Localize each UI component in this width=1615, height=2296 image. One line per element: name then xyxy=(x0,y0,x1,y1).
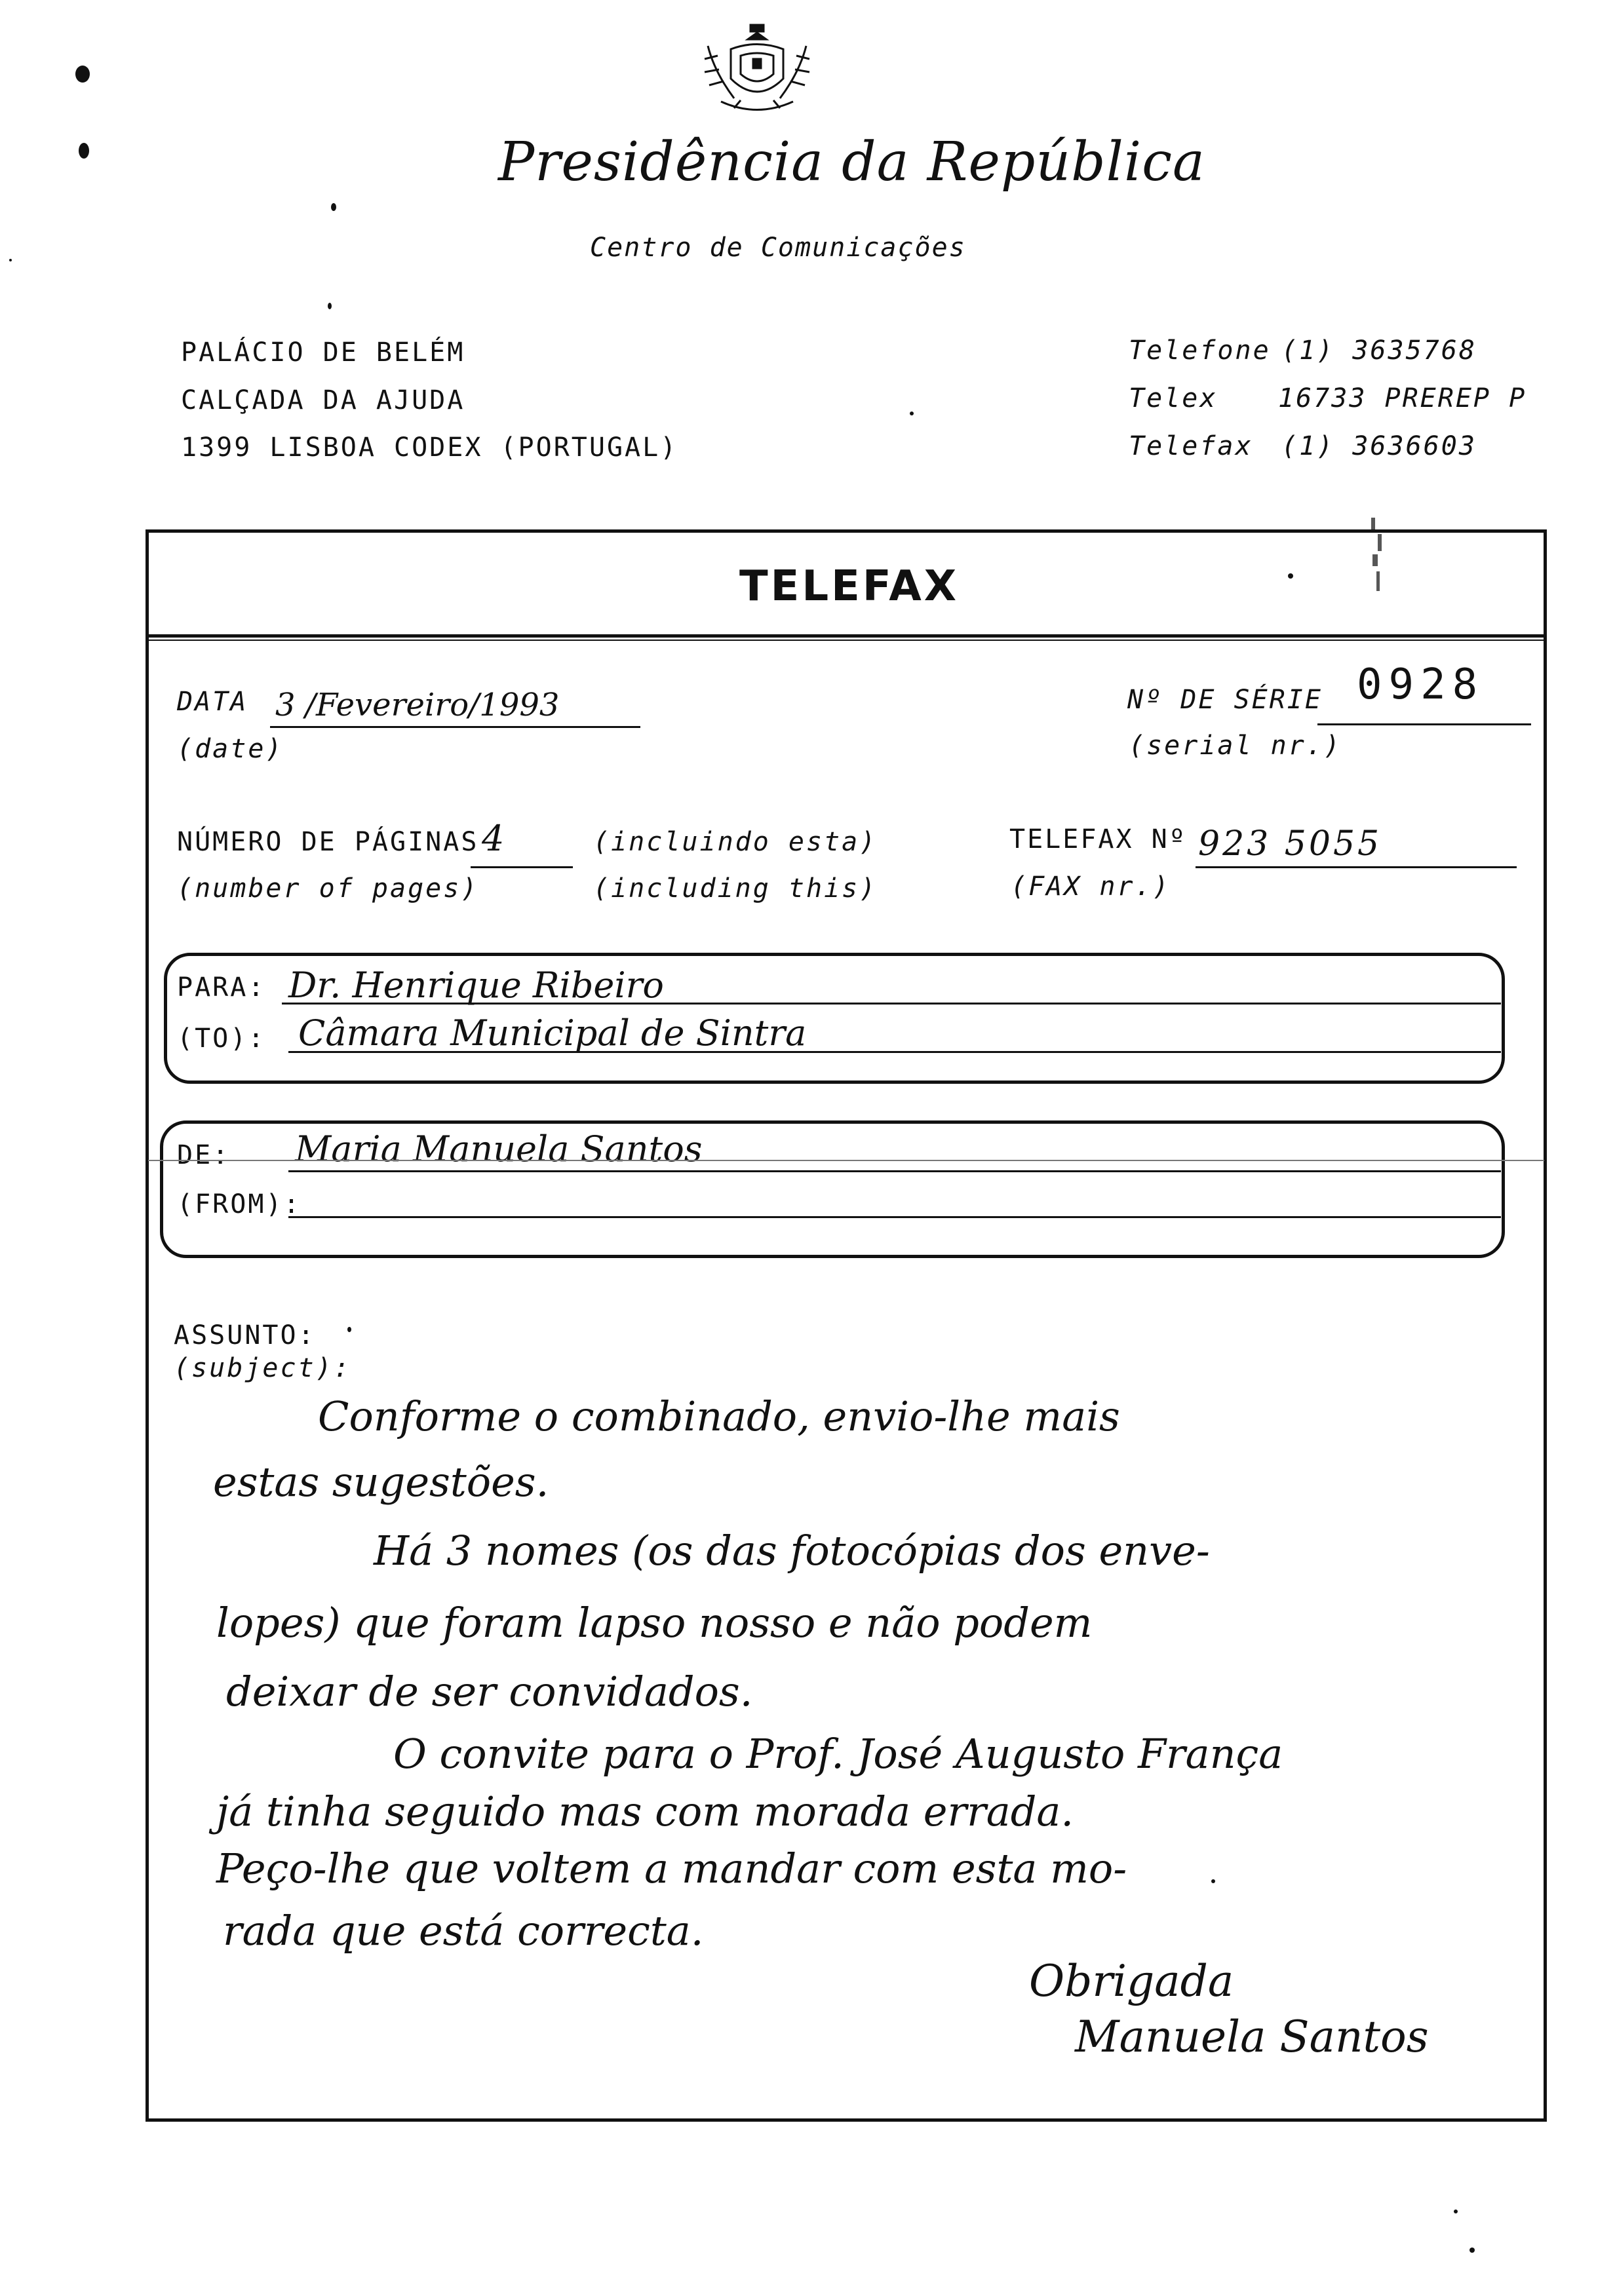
including-label-pt: (incluindo esta) xyxy=(593,827,878,857)
recipient-line-2 xyxy=(288,1051,1501,1053)
scan-speck xyxy=(347,1327,351,1332)
message-line-3: Há 3 nomes (os das fotocópias dos enve- xyxy=(374,1527,1210,1575)
signature: Manuela Santos xyxy=(1075,2012,1429,2062)
pages-sublabel: (number of pages) xyxy=(177,873,479,904)
telex-value: 16733 PREREP P xyxy=(1278,383,1527,413)
message-line-7: já tinha seguido mas com morada errada. xyxy=(216,1788,1074,1835)
date-label: DATA xyxy=(177,687,248,717)
fax-scan-line xyxy=(148,1160,1544,1161)
fax-number-value: 923 5055 xyxy=(1198,824,1382,864)
form-divider xyxy=(148,634,1544,641)
telefax-label: Telefax xyxy=(1129,431,1253,461)
subject-sublabel: (subject): xyxy=(174,1353,351,1383)
message-line-6: O convite para o Prof. José Augusto França xyxy=(393,1730,1283,1778)
fax-number-label: TELEFAX Nº xyxy=(1009,824,1187,854)
recipient-name: Dr. Henrique Ribeiro xyxy=(288,965,664,1006)
scan-speck xyxy=(1211,1879,1215,1883)
message-line-4: lopes) que foram lapso nosso e não podem xyxy=(216,1599,1093,1647)
date-sublabel: (date) xyxy=(177,734,284,764)
scan-speck xyxy=(1454,2210,1458,2213)
serial-sublabel: (serial nr.) xyxy=(1129,731,1342,761)
coat-of-arms-emblem xyxy=(695,20,819,118)
including-label-en: (including this) xyxy=(593,873,878,904)
scan-speck xyxy=(910,411,914,415)
pages-line xyxy=(471,866,573,868)
scan-speck xyxy=(79,143,89,159)
scan-speck xyxy=(331,203,336,211)
telefone-value: (1) 3635768 xyxy=(1281,335,1477,366)
pages-label: NÚMERO DE PÁGINAS xyxy=(177,827,479,857)
date-value: 3 /Fevereiro/1993 xyxy=(275,687,560,723)
message-line-1: Conforme o combinado, envio-lhe mais xyxy=(318,1392,1120,1440)
address-line-3: 1399 LISBOA CODEX (PORTUGAL) xyxy=(181,432,678,463)
scan-speck xyxy=(1288,573,1293,579)
sender-name: Maria Manuela Santos xyxy=(295,1128,703,1170)
message-line-8: Peço-lhe que voltem a mandar com esta mo- xyxy=(216,1845,1127,1892)
to-label: (TO): xyxy=(177,1024,266,1054)
message-line-2: estas sugestões. xyxy=(213,1458,549,1506)
telefone-label: Telefone xyxy=(1129,335,1271,366)
address-line-1: PALÁCIO DE BELÉM xyxy=(181,337,465,368)
address-line-2: CALÇADA DA AJUDA xyxy=(181,385,465,415)
message-line-5: deixar de ser convidados. xyxy=(226,1668,753,1715)
recipient-line-1 xyxy=(282,1003,1501,1004)
sender-line-2 xyxy=(288,1216,1501,1218)
de-label: DE: xyxy=(177,1140,231,1170)
telefax-value: (1) 3636603 xyxy=(1281,431,1477,461)
fax-number-sublabel: (FAX nr.) xyxy=(1011,871,1171,902)
para-label: PARA: xyxy=(177,972,266,1003)
serial-label: Nº DE SÉRIE xyxy=(1127,685,1323,715)
telex-label: Telex xyxy=(1129,383,1218,413)
serial-line xyxy=(1317,723,1531,725)
fax-number-line xyxy=(1196,866,1517,868)
date-line xyxy=(270,726,640,728)
form-title: TELEFAX xyxy=(739,562,960,611)
pages-value: 4 xyxy=(482,818,505,859)
scan-speck xyxy=(9,259,12,261)
recipient-organization: Câmara Municipal de Sintra xyxy=(298,1012,807,1054)
sender-line-1 xyxy=(288,1170,1501,1172)
institution-name: Presidência da República xyxy=(498,131,1205,193)
department-name: Centro de Comunicações xyxy=(590,233,966,263)
subject-label: ASSUNTO: xyxy=(174,1320,316,1350)
serial-number: 0928 xyxy=(1357,660,1485,709)
scan-speck xyxy=(1469,2248,1475,2253)
scan-speck xyxy=(328,303,332,309)
closing-text: Obrigada xyxy=(1029,1956,1234,2006)
scan-speck xyxy=(75,66,90,83)
message-line-9: rada que está correcta. xyxy=(223,1907,704,1955)
from-label: (FROM): xyxy=(177,1189,302,1219)
